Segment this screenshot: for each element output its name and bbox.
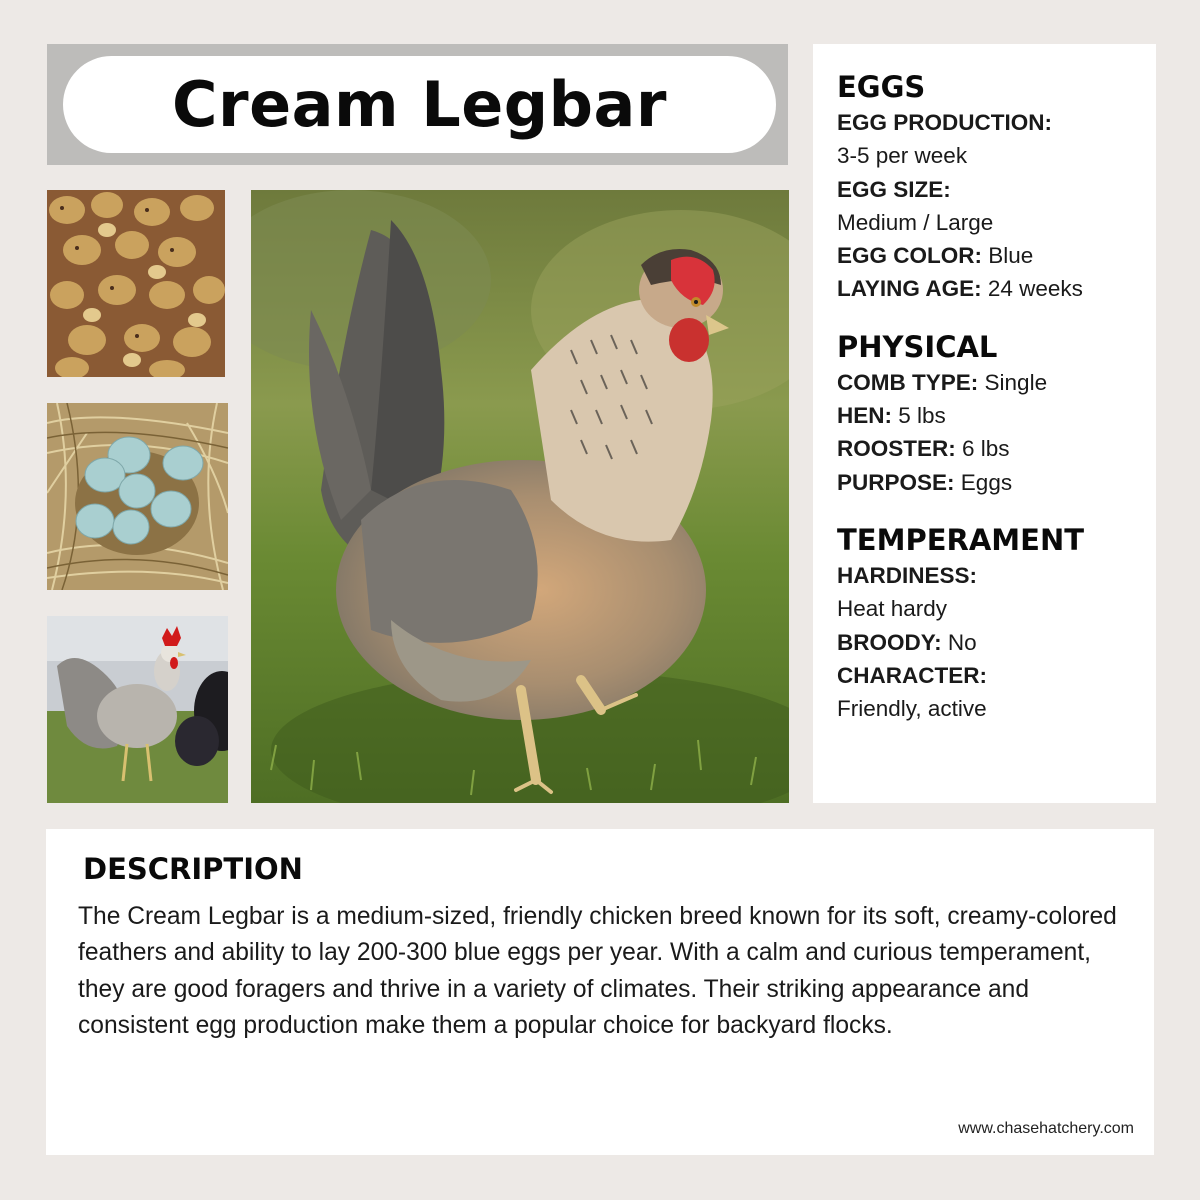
egg-production-label: EGG PRODUCTION: [837,110,1053,135]
laying-age-label: LAYING AGE: [837,276,982,302]
egg-production-label-line [837,106,1156,139]
description-card [46,829,1154,1155]
description-text: The Cream Legbar is a medium-sized, friendly chicken breed known for its soft, creamy-colored feathers and ability to lay 200-300 blue eggs per year. With a calm and curious temperament, they are good foragers and thrive in a variety of climates. Their striking appearance and consistent egg production make them a popular choice for backyard flocks. [78,903,1117,1039]
temperament-heading: TEMPERAMENT [837,522,1085,557]
rooster-photo [47,616,228,803]
egg-size-value: Medium / Large [837,209,994,235]
hardiness-label: HARDINESS: [837,562,978,588]
broody-line [837,626,1156,659]
comb-type-line [837,366,1156,399]
breed-info-card [813,44,1156,803]
eggs-section [837,70,1156,306]
broody-value: No [947,629,977,655]
comb-type-label: COMB TYPE: [837,369,979,395]
title-pill [63,56,776,153]
character-value: Friendly, active [837,696,987,722]
cream-legbar-hen-photo [251,190,789,803]
comb-type-value: Single [984,369,1048,395]
egg-production-value: 3-5 per week [837,143,968,169]
egg-color-value: Blue [988,243,1034,269]
rooster-weight-line [837,432,1156,465]
egg-size-label-line [837,173,1156,206]
character-label: CHARACTER: [837,662,987,688]
description-heading: DESCRIPTION [83,852,303,886]
hen-weight-label: HEN: [837,403,892,429]
eggs-heading: EGGS [837,70,926,104]
rooster-weight-value: 6 lbs [962,436,1010,462]
hardiness-label-line [837,559,1156,592]
broody-label: BROODY: [837,629,942,655]
purpose-line [837,466,1156,499]
hen-weight-line [837,399,1156,432]
title-banner [47,44,788,165]
laying-age-line [837,272,1156,305]
chicks-photo [47,190,225,377]
hen-weight-value: 5 lbs [898,403,946,429]
purpose-label: PURPOSE: [837,469,955,495]
hardiness-value: Heat hardy [837,596,948,622]
website-url[interactable]: www.chasehatchery.com [958,1120,1134,1137]
blue-eggs-nest-photo [47,403,228,590]
egg-color-label: EGG COLOR: [837,243,982,269]
physical-section [837,330,1156,499]
rooster-weight-label: ROOSTER: [837,436,956,462]
physical-heading: PHYSICAL [837,329,998,364]
egg-color-line [837,239,1156,272]
egg-size-label: EGG SIZE: [837,176,951,202]
page-title: Cream Legbar [172,68,667,141]
character-label-line [837,659,1156,692]
laying-age-value: 24 weeks [987,276,1083,302]
temperament-section [837,523,1156,725]
purpose-value: Eggs [960,469,1013,495]
